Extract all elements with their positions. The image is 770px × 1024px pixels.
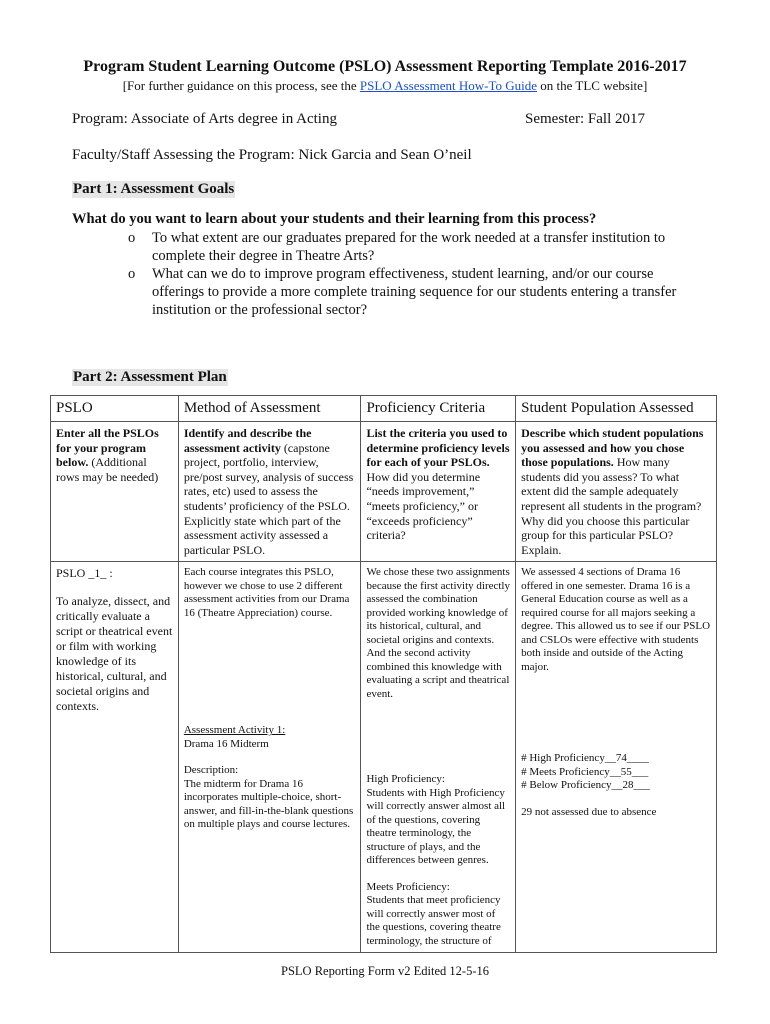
- goal-item: [114, 229, 704, 265]
- population-instructions-rest: How many students did you assess? To what extent did the sample adequately represent all students in the program? Why did you choose this particular group for this particular PSLO? Explain.: [521, 455, 702, 557]
- method-intro: Each course integrates this PSLO, however we chose to use 2 different assessment activities from our Drama 16 (Theatre Appreciation) course.: [183, 566, 350, 619]
- table-row: [51, 562, 717, 953]
- count-below: # Below Proficiency__28___: [521, 779, 651, 792]
- activity-desc-label: Description:: [183, 764, 239, 777]
- method-cell: [178, 562, 361, 953]
- method-instructions: [178, 422, 361, 562]
- count-meets: # Meets Proficiency__55___: [521, 765, 649, 778]
- part2-heading: Part 2: Assessment Plan: [73, 369, 227, 385]
- table-header-row: [51, 396, 717, 422]
- method-instructions-rest: (capstone project, portfolio, interview, pre/post survey, analysis of success rates, etc) used to assess the students’ proficiency of the PSLO. Explicitly state which part of the assessment activity assessed a particular PSLO.: [183, 440, 354, 557]
- form-footer: PSLO Reporting Form v2 Edited 12-5-16: [281, 964, 489, 978]
- how-to-guide-link[interactable]: PSLO Assessment How-To Guide: [359, 78, 538, 93]
- not-assessed: 29 not assessed due to absence: [521, 805, 657, 818]
- goal-text: What can we do to improve program effectiveness, student learning, and/or our course offerings to provide a more complete training sequence for our students entering a transfer institution or the professional sector?: [152, 266, 677, 318]
- meets-proficiency-text: Students that meet proficiency will correctly answer most of the questions, covering theatre terminology, the structure of: [366, 894, 501, 947]
- population-cell: [516, 562, 717, 953]
- goal-item: [114, 265, 704, 319]
- pslo-instructions: [51, 422, 179, 562]
- instructions-row: [51, 422, 717, 562]
- guidance-prefix: [For further guidance on this process, see the: [122, 78, 360, 93]
- guidance-suffix: on the TLC website]: [537, 78, 648, 93]
- goals-list: [114, 229, 704, 319]
- count-high: # High Proficiency__74____: [521, 752, 649, 765]
- activity-title: Assessment Activity 1:: [183, 724, 286, 737]
- high-proficiency-label: High Proficiency:: [366, 773, 445, 786]
- criteria-instructions-rest: How did you determine “needs improvement,” “meets proficiency,” or “exceeds proficiency” criteria?: [366, 469, 481, 543]
- guidance-note: [0, 78, 770, 94]
- pslo-text: To analyze, dissect, and critically evaluate a script or theatrical event or film with working knowledge of its historical, cultural, and societal origins and contexts.: [56, 594, 173, 714]
- faculty-assessing: Faculty/Staff Assessing the Program: Nick Garcia and Sean O’neil: [72, 147, 472, 163]
- part1-heading: Part 1: Assessment Goals: [73, 181, 235, 197]
- assessment-plan-table: [50, 395, 717, 953]
- population-instructions-bold: Describe which student populations you assessed and how you chose those populations.: [521, 426, 704, 470]
- header-method: Method of Assessment: [178, 396, 361, 422]
- meets-proficiency-label: Meets Proficiency:: [366, 880, 450, 893]
- population-instructions: [516, 422, 717, 562]
- goals-question: What do you want to learn about your students and their learning from this process?: [72, 211, 597, 227]
- program-name: Program: Associate of Arts degree in Acting: [72, 111, 337, 127]
- pslo-instructions-rest: (Additional rows may be needed): [56, 455, 159, 484]
- header-pslo: PSLO: [51, 396, 179, 422]
- semester: Semester: Fall 2017: [525, 111, 645, 127]
- activity-name: Drama 16 Midterm: [183, 737, 269, 750]
- method-instructions-bold: Identify and describe the assessment activity: [183, 426, 312, 455]
- goal-text: To what extent are our graduates prepared for the work needed at a transfer institution to complete their degree in Theatre Arts?: [152, 230, 666, 264]
- document-title: Program Student Learning Outcome (PSLO) Assessment Reporting Template 2016-2017: [83, 58, 687, 75]
- pslo-cell: [51, 562, 179, 953]
- pslo-label: PSLO _1_ :: [56, 566, 113, 581]
- header-population: Student Population Assessed: [516, 396, 717, 422]
- population-intro: We assessed 4 sections of Drama 16 offered in one semester. Drama 16 is a General Education course as well as a required course for all majors seeking a degree. This allowed us to see if our PSLO and CSLOs were effective with students both inside and outside of the Acting major.: [521, 566, 711, 673]
- criteria-cell: [361, 562, 516, 953]
- activity-desc: The midterm for Drama 16 incorporates multiple-choice, short-answer, and fill-in-the-blank questions on multiple plays and course lectures.: [183, 777, 354, 831]
- bullet-mark: o: [128, 230, 136, 246]
- criteria-instructions-bold: List the criteria you used to determine proficiency levels for each of your PSLOs.: [366, 426, 510, 470]
- criteria-intro: We chose these two assignments because the first activity directly assessed the combination provided working knowledge of its historical, cultural, and societal origins and contexts. And the second activity combined this knowledge with evaluating a script and theatrical event.: [366, 566, 510, 700]
- criteria-instructions: [361, 422, 516, 562]
- header-criteria: Proficiency Criteria: [361, 396, 516, 422]
- bullet-mark: o: [128, 266, 136, 282]
- high-proficiency-text: Students with High Proficiency will correctly answer almost all of the questions, covering theatre terminology, the structure of plays, and the differences between genres.: [366, 786, 506, 867]
- pslo-instructions-bold: Enter all the PSLOs for your program below.: [56, 426, 159, 470]
